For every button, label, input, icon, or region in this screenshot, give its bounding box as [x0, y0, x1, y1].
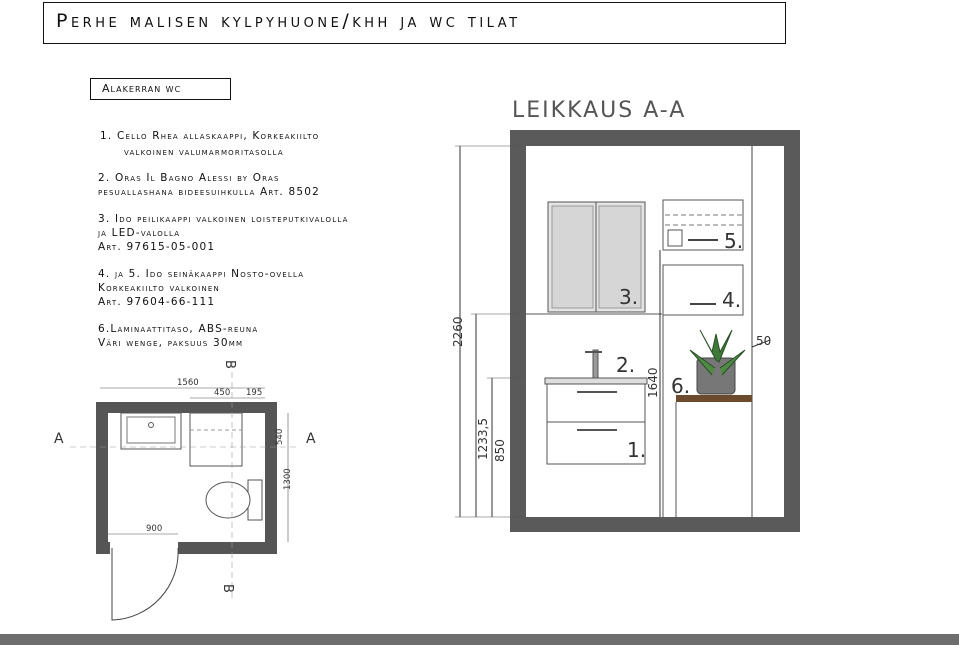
- room-subtitle: Alakerran wc: [102, 82, 182, 95]
- note-1-line-2: valkoinen valumarmoritasolla: [124, 146, 284, 158]
- section-title: LEIKKAUS A-A: [512, 98, 687, 123]
- section-mark-b-bottom: B: [220, 584, 235, 593]
- plan-dim-195: 195: [246, 388, 263, 398]
- vanity-drawer-top: [547, 384, 645, 422]
- note-4-line-2: Korkeakiilto valkoinen: [98, 282, 220, 294]
- plan-dim-1560: 1560: [177, 378, 199, 388]
- vanity-top: [545, 378, 647, 384]
- note-3-line-3: Art. 97615-05-001: [98, 241, 216, 253]
- plan-door-swing: [112, 548, 178, 620]
- faucet: [593, 350, 598, 378]
- note-4-line-1: 4. ja 5. Ido seinäkaappi Nosto-ovella: [98, 268, 305, 280]
- label-5: 5.: [724, 229, 744, 253]
- note-4-line-3: Art. 97604-66-111: [98, 296, 216, 308]
- bottom-bar: [0, 634, 959, 645]
- plan-basin: [127, 417, 175, 443]
- plan-dim-540: 540: [275, 428, 285, 445]
- dim-50: 50: [756, 334, 772, 348]
- section-mark-b-top: B: [222, 360, 237, 369]
- plan-dim-1300: 1300: [283, 468, 293, 490]
- label-4: 4.: [722, 288, 742, 312]
- plan-dim-450: 450: [214, 388, 231, 398]
- plan-toilet-bowl: [206, 482, 250, 518]
- note-3-line-1: 3. Ido peilikaappi valkoinen loisteputkivalolla: [98, 213, 349, 225]
- plan-dim-900: 900: [146, 524, 163, 534]
- note-2-line-2: pesuallashana bideesuihkulla Art. 8502: [98, 186, 321, 198]
- note-5-line-2: Väri wenge, paksuus 30mm: [98, 337, 244, 349]
- dim-1233: 1233,5: [476, 418, 490, 460]
- dim-1640: 1640: [646, 367, 660, 398]
- label-1: 1.: [627, 438, 647, 462]
- section-mark-a-right: A: [306, 431, 316, 447]
- note-2-line-1: 2. Oras Il Bagno Alessi by Oras: [98, 172, 280, 184]
- note-1-line-1: 1. Cello Rhea allaskaappi, Korkeakiilto: [100, 130, 320, 142]
- note-5-line-1: 6.Laminaattitaso, ABS-reuna: [98, 323, 259, 335]
- plan-door-opening: [110, 540, 178, 556]
- label-3: 3.: [619, 285, 639, 309]
- plan-wall-cabinet: [190, 413, 242, 466]
- mirror-door-left: [552, 206, 593, 308]
- dim-850: 850: [493, 439, 507, 462]
- section-drawing: [440, 120, 780, 540]
- page-title: Perhe malisen kylpyhuone/khh ja wc tilat: [56, 10, 521, 32]
- dim-2260: 2260: [451, 316, 465, 347]
- label-6: 6.: [671, 374, 691, 398]
- floor-plan: [45, 355, 316, 610]
- label-2: 2.: [616, 353, 636, 377]
- section-mark-a-left: A: [54, 431, 64, 447]
- note-3-line-2: ja LED-valolla: [98, 227, 181, 239]
